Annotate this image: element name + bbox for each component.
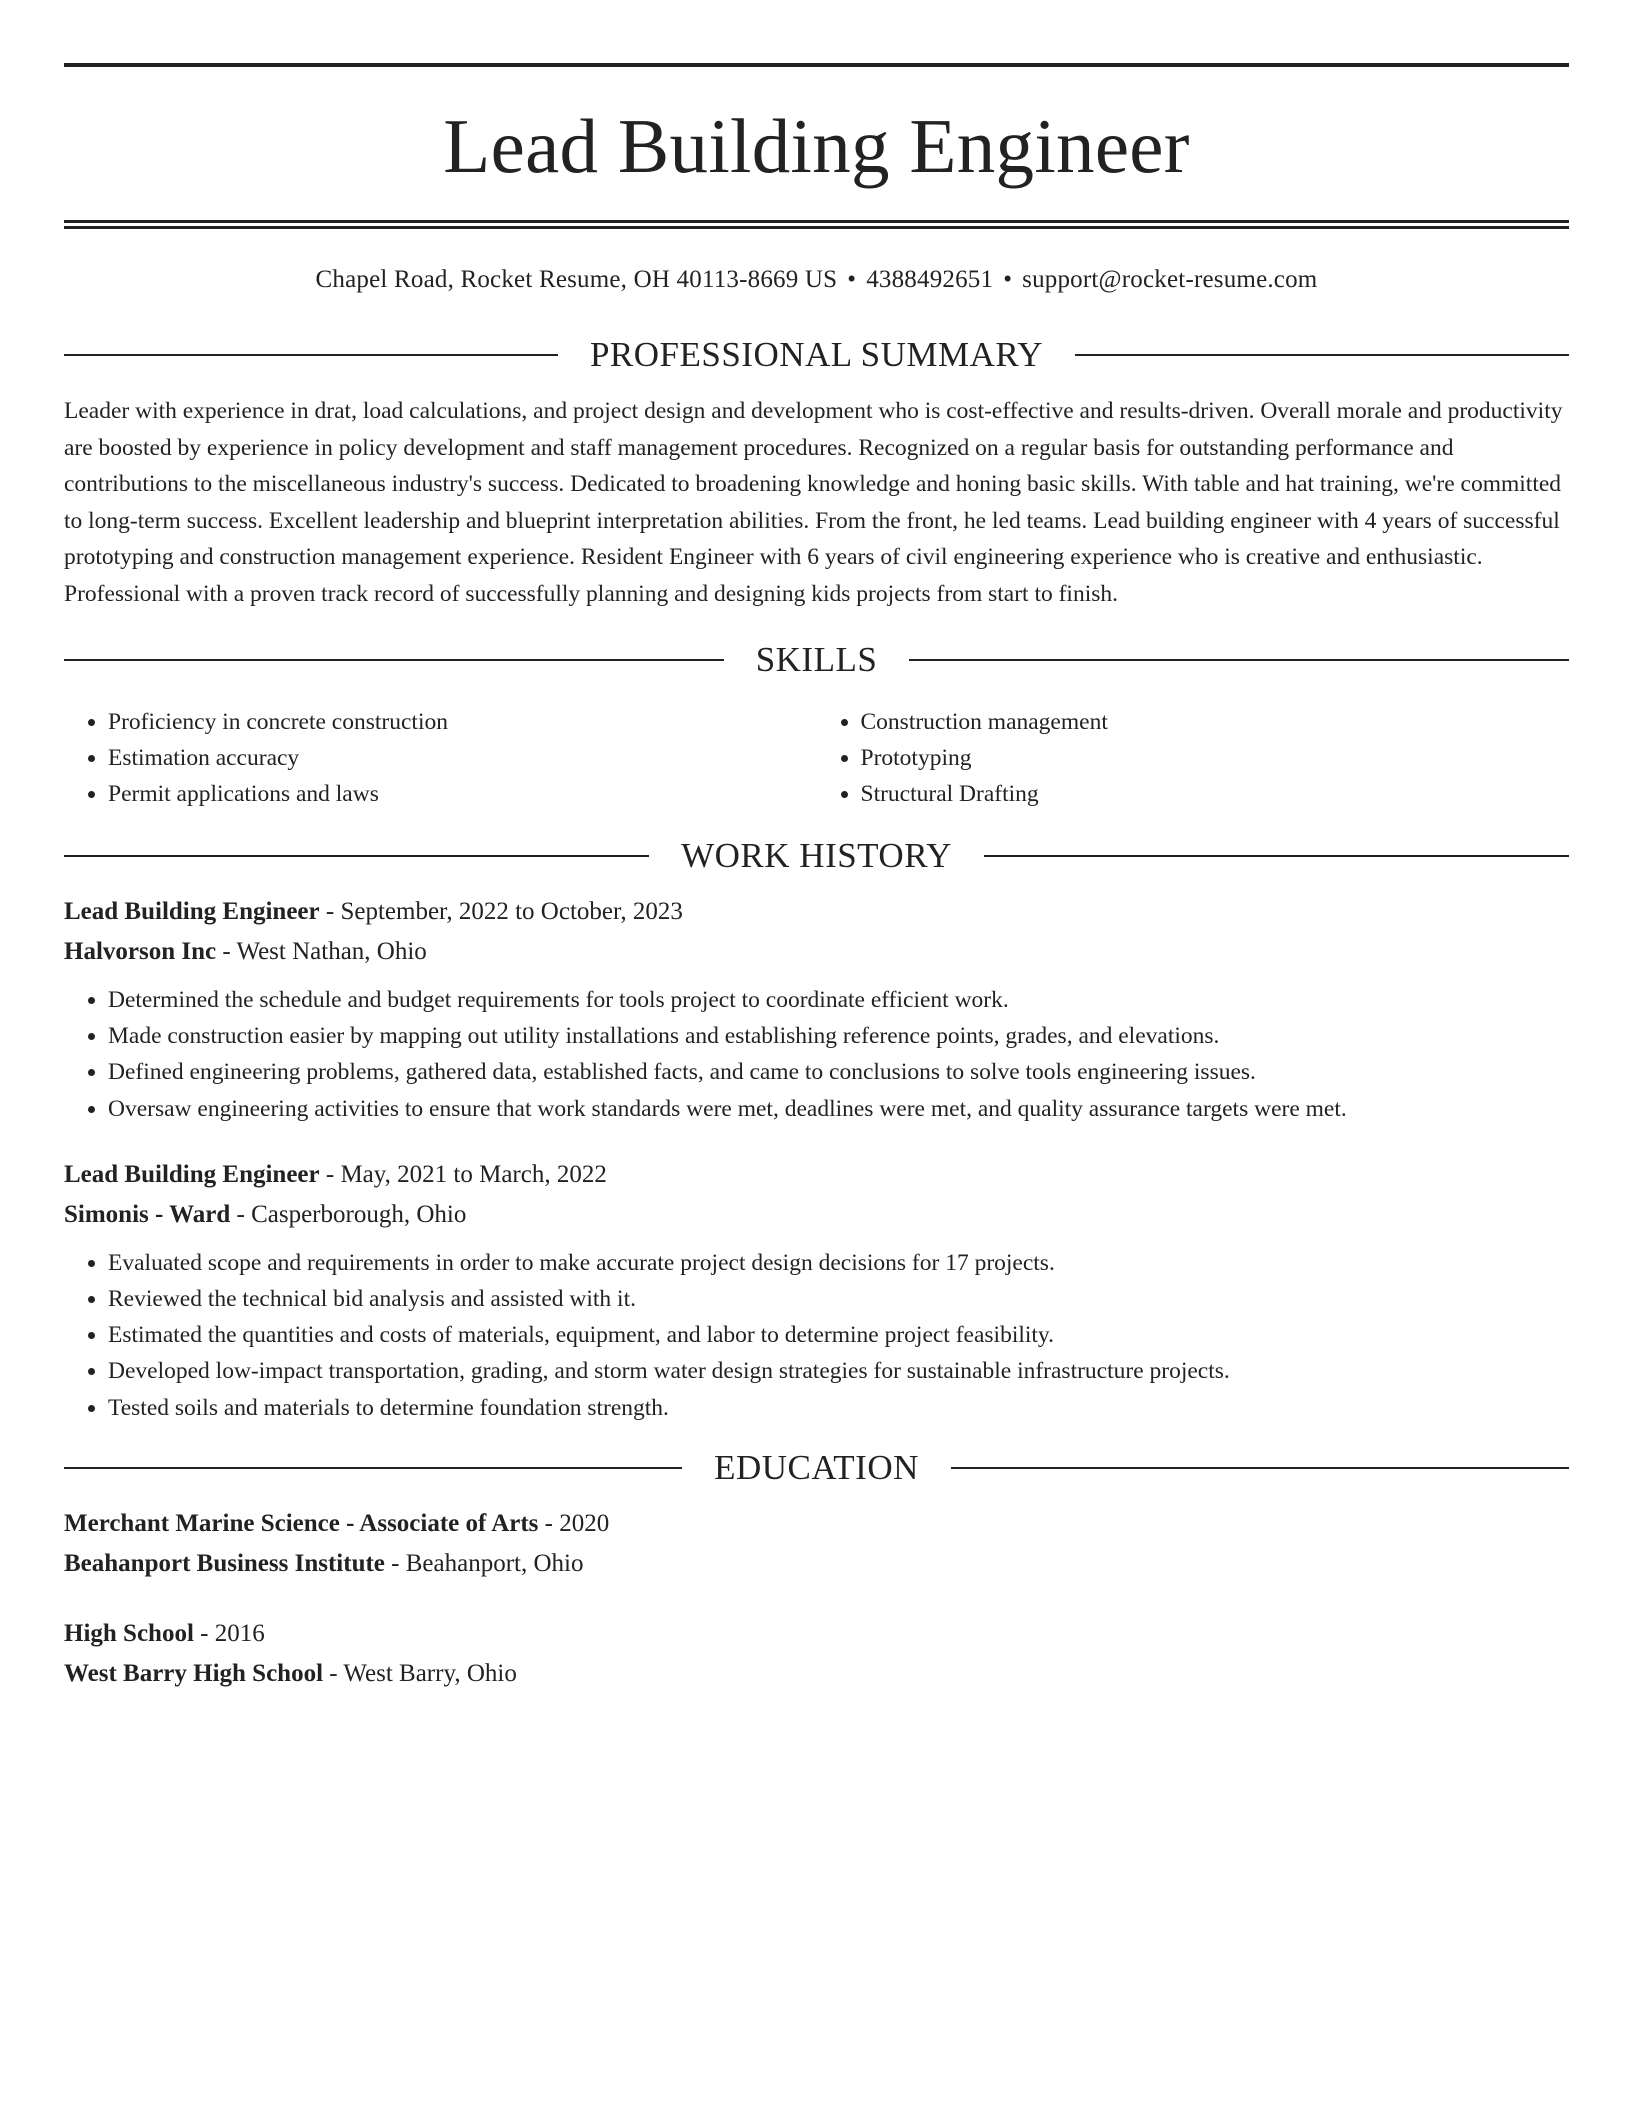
skills-column-left [64,704,817,812]
edu-year: - 2020 [538,1509,610,1537]
skill-item: • Proficiency in concrete construction [108,704,817,740]
job-company: Simonis - Ward [64,1200,231,1228]
job-location: - Casperborough, Ohio [230,1200,467,1228]
job-title-line [64,892,1569,932]
education-entry [64,1504,1569,1584]
edu-degree-line [64,1614,1569,1654]
edu-degree-line [64,1504,1569,1544]
section-title: WORK HISTORY [681,836,952,875]
job-entry [64,892,1569,1127]
resume-title: Lead Building Engineer [443,103,1190,189]
edu-degree: Merchant Marine Science - Associate of Arts [64,1509,539,1537]
skills-column-right [817,704,1570,812]
job-bullet: • Evaluated scope and requirements in order to make accurate project design decisions for 17 projects. [108,1245,1569,1281]
section-title: PROFESSIONAL SUMMARY [589,335,1044,374]
edu-school-line [64,1654,1569,1694]
email[interactable]: support@rocket-resume.com [1022,266,1318,293]
section-heading-education [64,1448,1569,1488]
skill-item: • Structural Drafting [861,776,1570,812]
edu-school-line [64,1544,1569,1584]
divider-line [984,855,1569,857]
contact-line [64,265,1569,295]
job-role: Lead Building Engineer [64,1160,320,1188]
edu-location: - West Barry, Ohio [323,1659,517,1687]
address: Chapel Road, Rocket Resume, OH 40113-8669 US [315,266,838,293]
section-title: SKILLS [755,640,878,679]
job-bullet: • Estimated the quantities and costs of materials, equipment, and labor to determine project feasibility. [108,1317,1569,1353]
job-dates: - May, 2021 to March, 2022 [319,1160,607,1188]
edu-school: West Barry High School [64,1659,324,1687]
section-title: EDUCATION [714,1447,919,1487]
separator: • [1003,266,1013,293]
job-company: Halvorson Inc [64,938,217,965]
top-rule [64,63,1569,67]
job-bullet: • Reviewed the technical bid analysis and assisted with it. [108,1281,1569,1317]
job-entry [64,1155,1569,1426]
job-bullet: • Tested soils and materials to determine foundation strength. [108,1390,1569,1426]
skills-list [64,704,1569,812]
education-entry [64,1614,1569,1694]
edu-year: - 2016 [193,1619,265,1647]
job-bullets [64,982,1569,1127]
divider-line [64,354,558,356]
divider-line [64,855,649,857]
job-role: Lead Building Engineer [64,898,320,925]
section-heading-summary [64,335,1569,375]
skill-item: • Prototyping [861,740,1570,776]
separator: • [847,266,857,293]
skill-item: • Permit applications and laws [108,776,817,812]
divider-line [951,1467,1569,1469]
job-bullet: • Developed low-impact transportation, grading, and storm water design strategies for sustainable infrastructure projects. [108,1353,1569,1389]
skill-item: • Estimation accuracy [108,740,817,776]
edu-school: Beahanport Business Institute [64,1549,385,1577]
job-location: - West Nathan, Ohio [216,938,427,965]
edu-location: - Beahanport, Ohio [384,1549,584,1577]
section-heading-skills [64,640,1569,680]
resume-page [64,63,1569,1694]
double-rule [64,220,1569,229]
divider-line [64,659,724,661]
job-bullet: • Determined the schedule and budget requirements for tools project to coordinate efficient work. [108,982,1569,1018]
edu-degree: High School [64,1619,194,1647]
divider-line [64,1467,682,1469]
job-bullets [64,1245,1569,1426]
job-company-line [64,932,1569,972]
divider-line [909,659,1569,661]
job-dates: - September, 2022 to October, 2023 [319,898,683,925]
divider-line [1075,354,1569,356]
job-title-line [64,1155,1569,1195]
phone: 4388492651 [866,266,994,293]
job-company-line [64,1195,1569,1235]
section-heading-work [64,836,1569,876]
skill-item: • Construction management [861,704,1570,740]
job-bullet: • Oversaw engineering activities to ensure that work standards were met, deadlines were met, and quality assurance targets were met. [108,1091,1569,1127]
summary-text: Leader with experience in drat, load calculations, and project design and development who is cost-effective and results-driven. Overall morale and productivity are boosted by experience in policy development and staff management procedures. Recognized on a regular basis for outstanding performance and contributions to the miscellaneous industry's success. Dedicated to broadening knowledge and honing basic skills. With table and hat training, we're committed to long-term success. Excellent leadership and blueprint interpretation abilities. From the front, he led teams. Lead building engineer with 4 years of successful prototyping and construction management experience. Resident Engineer with 6 years of civil engineering experience who is creative and enthusiastic. Professional with a proven track record of successfully planning and designing kids projects from start to finish. [64,398,1563,607]
job-bullet: • Made construction easier by mapping out utility installations and establishing reference points, grades, and elevations. [108,1018,1569,1054]
job-bullet: • Defined engineering problems, gathered data, established facts, and came to conclusions to solve tools engineering issues. [108,1054,1569,1090]
